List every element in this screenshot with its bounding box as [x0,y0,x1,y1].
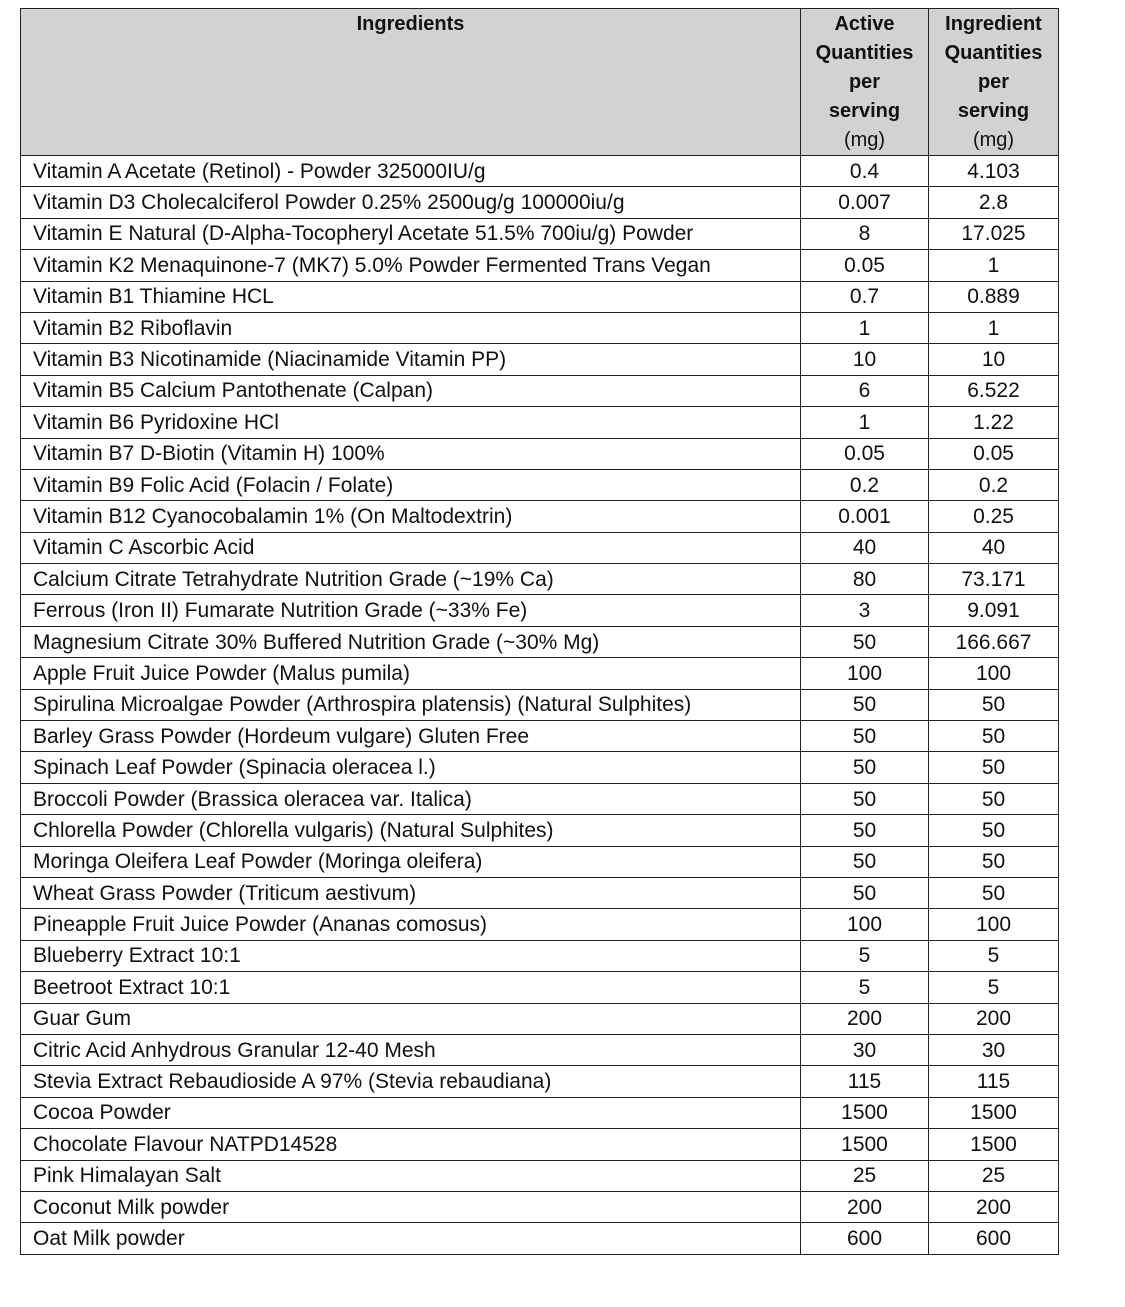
table-row [21,1034,1059,1065]
active-quantity-cell: 5 [801,940,929,971]
ingredient-quantity-cell: 50 [929,689,1059,720]
active-quantity-cell: 40 [801,532,929,563]
header-active-line: Quantities [815,42,914,64]
active-quantity-cell: 100 [801,658,929,689]
active-quantity-cell: 1500 [801,1129,929,1160]
ingredient-name-cell: Wheat Grass Powder (Triticum aestivum) [21,877,801,908]
header-ingredient-line: Quantities [944,42,1043,64]
ingredient-name-cell: Broccoli Powder (Brassica oleracea var. Italica) [21,783,801,814]
active-quantity-cell: 115 [801,1066,929,1097]
table-row [21,1066,1059,1097]
header-ingredients: Ingredients [21,9,801,156]
table-row [21,595,1059,626]
table-row [21,626,1059,657]
ingredient-quantity-cell: 5 [929,972,1059,1003]
table-row [21,501,1059,532]
ingredient-quantity-cell: 30 [929,1034,1059,1065]
ingredients-table-container [20,8,1058,1255]
table-row [21,344,1059,375]
ingredient-quantity-cell: 5 [929,940,1059,971]
ingredient-quantity-cell: 50 [929,783,1059,814]
table-row [21,532,1059,563]
ingredient-name-cell: Vitamin B9 Folic Acid (Folacin / Folate) [21,469,801,500]
header-ingredient-quantities [929,9,1059,156]
table-row [21,438,1059,469]
ingredient-name-cell: Coconut Milk powder [21,1191,801,1222]
active-quantity-cell: 3 [801,595,929,626]
active-quantity-cell: 50 [801,783,929,814]
ingredient-quantity-cell: 100 [929,658,1059,689]
active-quantity-cell: 50 [801,626,929,657]
ingredient-name-cell: Magnesium Citrate 30% Buffered Nutrition Grade (~30% Mg) [21,626,801,657]
table-row [21,689,1059,720]
ingredient-name-cell: Guar Gum [21,1003,801,1034]
active-quantity-cell: 0.05 [801,438,929,469]
ingredient-quantity-cell: 0.2 [929,469,1059,500]
ingredient-name-cell: Vitamin B6 Pyridoxine HCl [21,407,801,438]
active-quantity-cell: 50 [801,815,929,846]
ingredient-quantity-cell: 0.25 [929,501,1059,532]
ingredient-quantity-cell: 50 [929,815,1059,846]
active-quantity-cell: 1 [801,312,929,343]
active-quantity-cell: 50 [801,689,929,720]
ingredient-name-cell: Vitamin D3 Cholecalciferol Powder 0.25% 2500ug/g 100000iu/g [21,187,801,218]
ingredient-quantity-cell: 9.091 [929,595,1059,626]
ingredient-quantity-cell: 50 [929,721,1059,752]
ingredient-name-cell: Vitamin B1 Thiamine HCL [21,281,801,312]
ingredient-quantity-cell: 0.05 [929,438,1059,469]
ingredient-name-cell: Apple Fruit Juice Powder (Malus pumila) [21,658,801,689]
active-quantity-cell: 5 [801,972,929,1003]
table-row [21,721,1059,752]
ingredient-quantity-cell: 1 [929,312,1059,343]
ingredient-name-cell: Cocoa Powder [21,1097,801,1128]
ingredient-quantity-cell: 4.103 [929,156,1059,187]
ingredient-name-cell: Pink Himalayan Salt [21,1160,801,1191]
active-quantity-cell: 8 [801,218,929,249]
ingredient-quantity-cell: 50 [929,877,1059,908]
header-active-quantities [801,9,929,156]
ingredient-quantity-cell: 600 [929,1223,1059,1254]
active-quantity-cell: 50 [801,877,929,908]
ingredient-quantity-cell: 50 [929,846,1059,877]
ingredient-quantity-cell: 17.025 [929,218,1059,249]
table-row [21,1160,1059,1191]
ingredient-name-cell: Oat Milk powder [21,1223,801,1254]
ingredient-name-cell: Vitamin E Natural (D-Alpha-Tocopheryl Acetate 51.5% 700iu/g) Powder [21,218,801,249]
ingredient-name-cell: Stevia Extract Rebaudioside A 97% (Stevia rebaudiana) [21,1066,801,1097]
table-row [21,312,1059,343]
ingredient-name-cell: Vitamin C Ascorbic Acid [21,532,801,563]
active-quantity-cell: 0.05 [801,250,929,281]
active-quantity-cell: 50 [801,721,929,752]
header-ingredient-unit: (mg) [972,129,1015,151]
active-quantity-cell: 25 [801,1160,929,1191]
active-quantity-cell: 30 [801,1034,929,1065]
ingredient-name-cell: Vitamin B2 Riboflavin [21,312,801,343]
header-active-line: per [848,71,881,93]
table-header [21,9,1059,156]
active-quantity-cell: 80 [801,564,929,595]
ingredient-quantity-cell: 200 [929,1191,1059,1222]
ingredient-quantity-cell: 50 [929,752,1059,783]
table-row [21,407,1059,438]
active-quantity-cell: 10 [801,344,929,375]
table-row [21,187,1059,218]
table-row [21,156,1059,187]
table-row [21,218,1059,249]
table-row [21,846,1059,877]
table-row [21,469,1059,500]
ingredient-quantity-cell: 115 [929,1066,1059,1097]
active-quantity-cell: 0.2 [801,469,929,500]
ingredient-name-cell: Vitamin B5 Calcium Pantothenate (Calpan) [21,375,801,406]
active-quantity-cell: 50 [801,752,929,783]
ingredient-name-cell: Beetroot Extract 10:1 [21,972,801,1003]
table-row [21,658,1059,689]
header-ingredient-line: serving [957,100,1030,122]
ingredient-quantity-cell: 1500 [929,1129,1059,1160]
table-row [21,1003,1059,1034]
table-row [21,250,1059,281]
ingredients-table [20,8,1059,1255]
ingredient-name-cell: Chocolate Flavour NATPD14528 [21,1129,801,1160]
ingredient-quantity-cell: 1 [929,250,1059,281]
ingredient-quantity-cell: 1500 [929,1097,1059,1128]
ingredient-quantity-cell: 100 [929,909,1059,940]
table-row [21,1129,1059,1160]
ingredient-name-cell: Moringa Oleifera Leaf Powder (Moringa oleifera) [21,846,801,877]
table-row [21,877,1059,908]
table-row [21,375,1059,406]
table-row [21,972,1059,1003]
header-ingredient-line: Ingredient [945,13,1042,35]
table-row [21,1223,1059,1254]
ingredient-name-cell: Vitamin B7 D-Biotin (Vitamin H) 100% [21,438,801,469]
table-row [21,1191,1059,1222]
ingredient-name-cell: Vitamin K2 Menaquinone-7 (MK7) 5.0% Powder Fermented Trans Vegan [21,250,801,281]
active-quantity-cell: 1 [801,407,929,438]
table-row [21,940,1059,971]
table-body [21,156,1059,1255]
active-quantity-cell: 0.7 [801,281,929,312]
active-quantity-cell: 0.001 [801,501,929,532]
table-row [21,281,1059,312]
ingredient-quantity-cell: 73.171 [929,564,1059,595]
table-row [21,752,1059,783]
active-quantity-cell: 0.4 [801,156,929,187]
header-active-line: serving [828,100,901,122]
table-row [21,1097,1059,1128]
ingredient-name-cell: Blueberry Extract 10:1 [21,940,801,971]
ingredient-quantity-cell: 40 [929,532,1059,563]
active-quantity-cell: 6 [801,375,929,406]
ingredient-name-cell: Spinach Leaf Powder (Spinacia oleracea l.) [21,752,801,783]
ingredient-name-cell: Pineapple Fruit Juice Powder (Ananas comosus) [21,909,801,940]
ingredient-quantity-cell: 2.8 [929,187,1059,218]
table-row [21,909,1059,940]
ingredient-name-cell: Vitamin B3 Nicotinamide (Niacinamide Vitamin PP) [21,344,801,375]
ingredient-name-cell: Citric Acid Anhydrous Granular 12-40 Mesh [21,1034,801,1065]
ingredient-name-cell: Chlorella Powder (Chlorella vulgaris) (Natural Sulphites) [21,815,801,846]
ingredient-quantity-cell: 0.889 [929,281,1059,312]
ingredient-name-cell: Vitamin B12 Cyanocobalamin 1% (On Maltodextrin) [21,501,801,532]
ingredient-quantity-cell: 166.667 [929,626,1059,657]
header-ingredient-line: per [977,71,1010,93]
table-row [21,783,1059,814]
active-quantity-cell: 200 [801,1003,929,1034]
ingredient-name-cell: Calcium Citrate Tetrahydrate Nutrition Grade (~19% Ca) [21,564,801,595]
active-quantity-cell: 100 [801,909,929,940]
header-active-line: Active [834,13,895,35]
ingredient-quantity-cell: 6.522 [929,375,1059,406]
ingredient-name-cell: Barley Grass Powder (Hordeum vulgare) Gluten Free [21,721,801,752]
header-row [21,9,1059,156]
header-active-unit: (mg) [843,129,886,151]
table-row [21,564,1059,595]
ingredient-quantity-cell: 25 [929,1160,1059,1191]
active-quantity-cell: 1500 [801,1097,929,1128]
ingredient-name-cell: Vitamin A Acetate (Retinol) - Powder 325000IU/g [21,156,801,187]
table-row [21,815,1059,846]
ingredient-quantity-cell: 10 [929,344,1059,375]
active-quantity-cell: 50 [801,846,929,877]
ingredient-name-cell: Spirulina Microalgae Powder (Arthrospira platensis) (Natural Sulphites) [21,689,801,720]
active-quantity-cell: 600 [801,1223,929,1254]
ingredient-name-cell: Ferrous (Iron II) Fumarate Nutrition Grade (~33% Fe) [21,595,801,626]
ingredient-quantity-cell: 1.22 [929,407,1059,438]
ingredient-quantity-cell: 200 [929,1003,1059,1034]
active-quantity-cell: 0.007 [801,187,929,218]
active-quantity-cell: 200 [801,1191,929,1222]
